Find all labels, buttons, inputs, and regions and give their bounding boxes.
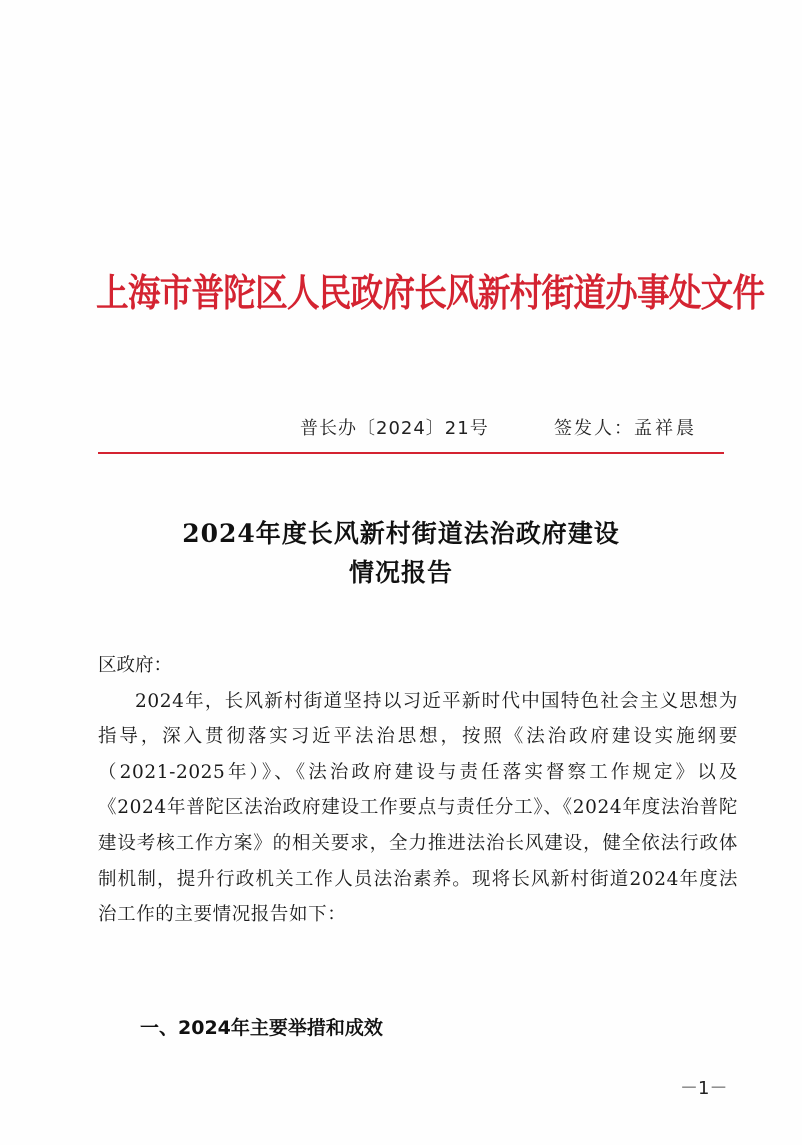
document-masthead: 上海市普陀区人民政府长风新村街道办事处文件 [96,270,765,315]
body-paragraph: 2024年，长风新村街道坚持以习近平新时代中国特色社会主义思想为指导，深入贯彻落实习近平法治思想，按照《法治政府建设实施纲要（2021-2025年）》、《法治政府建设与责任落实督察工作规定》以及《2024年普陀区法治政府建设工作要点与责任分工》、《2024年度法治普陀建设考核工作方案》的相关要求，全力推进法治长风建设，健全依法行政体制机制，提升行政机关工作人员法治素养。现将长风新村街道2024年度法治工作的主要情况报告如下： [98,690,738,926]
report-title-line-2: 情况报告 [348,558,453,587]
document-number: 普长办〔2024〕21号 [300,418,489,439]
issuer-label: 签发人： [554,418,634,439]
document-meta-row [300,414,720,442]
page-number: －1－ [680,1078,728,1099]
section-heading: 一、2024年主要举措和成效 [140,1017,383,1039]
issuer-name: 孟祥晨 [634,418,697,439]
red-divider-line [98,452,724,454]
addressee: 区政府： [98,655,173,676]
document-body [98,648,738,933]
issuer [554,414,697,440]
report-title-line-1: 2024年度长风新村街道法治政府建设 [182,519,620,548]
